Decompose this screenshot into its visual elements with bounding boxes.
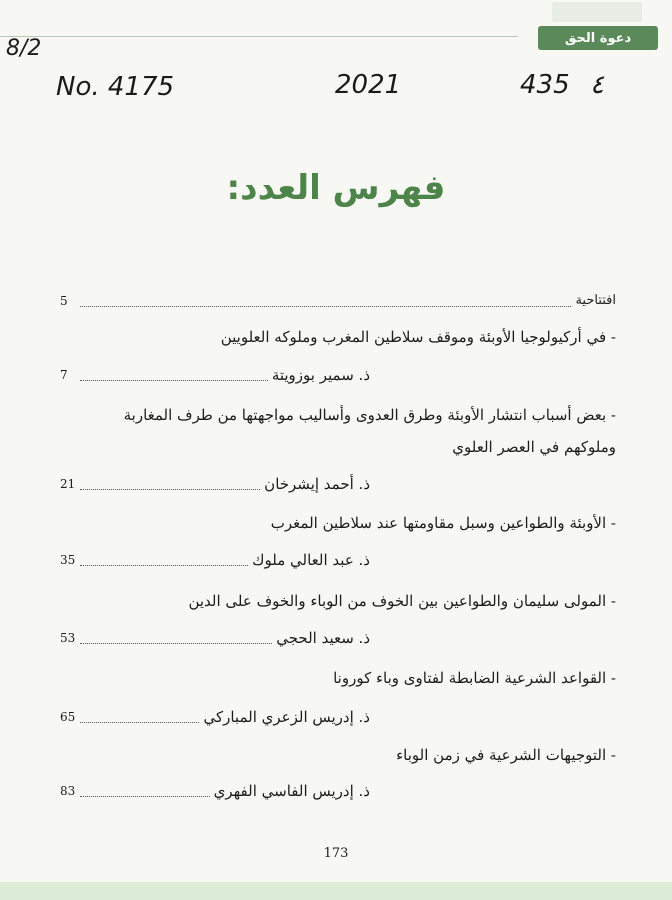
toc-page-number: 21: [60, 477, 76, 491]
page-number: 173: [323, 846, 349, 861]
toc-page-number: 5: [60, 294, 68, 308]
dot-leader: [80, 379, 268, 381]
toc-article-title: - القواعد الشرعية الضابطة لفتاوى وباء كورونا: [333, 669, 616, 687]
toc-author: ذ. سعيد الحجي: [276, 629, 370, 647]
toc-author: ذ. إدريس الفاسي الفهري: [213, 782, 370, 800]
handwritten-fraction: 8/2: [6, 36, 42, 61]
toc-article-title-continued: وملوكهم في العصر العلوي: [452, 438, 616, 456]
dot-leader: [80, 305, 571, 307]
handwritten-digit: ٤: [590, 70, 604, 100]
toc-page-number: 53: [60, 631, 76, 645]
toc-author: ذ. إدريس الزعري المباركي: [203, 708, 370, 726]
toc-intro-label: افتتاحية: [575, 293, 616, 308]
table-of-contents: [60, 0, 616, 900]
toc-article-title: - الأوبئة والطواعين وسبل مقاومتها عند سلاطين المغرب: [270, 514, 616, 532]
dot-leader: [80, 488, 260, 490]
toc-page-number: 35: [60, 553, 76, 567]
dot-leader: [80, 564, 248, 566]
toc-article-title: - بعض أسباب انتشار الأوبئة وطرق العدوى وأساليب مواجهتها من طرف المغاربة: [123, 406, 616, 424]
dot-leader: [80, 721, 199, 723]
toc-article-title: - المولى سليمان والطواعين بين الخوف من الوباء والخوف على الدين: [188, 592, 616, 610]
toc-author: ذ. عبد العالي ملوك: [252, 551, 370, 569]
toc-author: ذ. سمير بوزويتة: [271, 366, 370, 384]
toc-article-title: - في أركيولوجيا الأوبئة وموقف سلاطين المغرب وملوكه العلويين: [220, 328, 616, 346]
toc-author: ذ. أحمد إيشرخان: [264, 475, 370, 493]
page-title: فهرس العدد:: [226, 168, 446, 208]
footer-band: [0, 882, 672, 900]
toc-author-row: [60, 364, 616, 386]
toc-page-number: 83: [60, 784, 76, 798]
toc-author-row: [60, 780, 616, 802]
toc-intro-row: [60, 290, 616, 312]
handwritten-year: 2021: [335, 70, 402, 100]
toc-page-number: 65: [60, 710, 76, 724]
toc-author-row: [60, 473, 616, 495]
handwritten-issue-number: 435: [520, 70, 570, 100]
toc-author-row: [60, 627, 616, 649]
dot-leader: [80, 795, 210, 797]
toc-article-title: - التوجيهات الشرعية في زمن الوباء: [396, 746, 616, 764]
toc-author-row: [60, 706, 616, 728]
dot-leader: [80, 642, 272, 644]
magazine-logo: دعوة الحق: [538, 26, 658, 50]
toc-author-row: [60, 549, 616, 571]
toc-page-number: 7: [60, 368, 68, 382]
handwritten-reference-number: No. 4175: [56, 72, 175, 102]
